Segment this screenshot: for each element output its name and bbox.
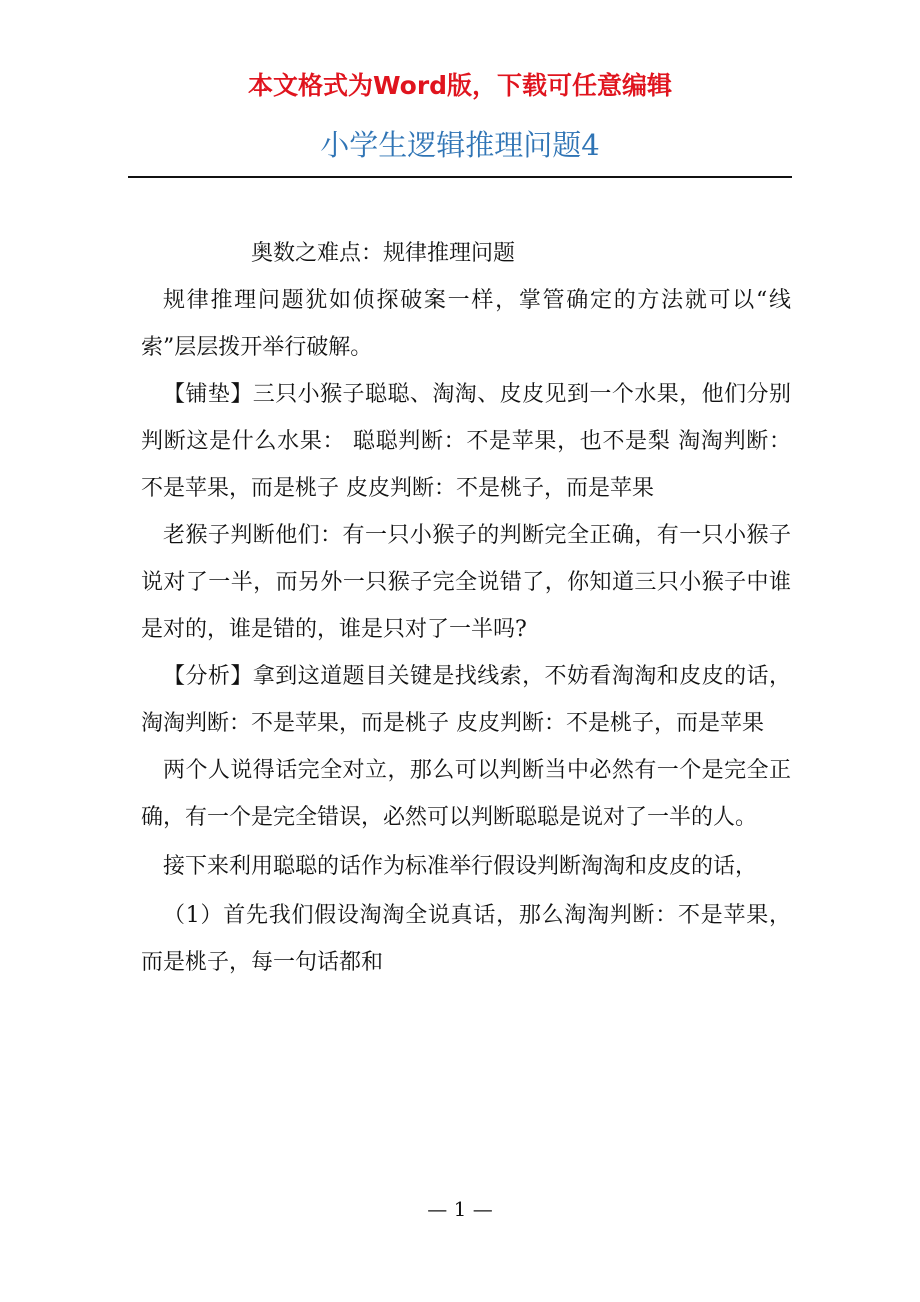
- paragraph-analysis: 【分析】拿到这道题目关键是找线索，不妨看淘淘和皮皮的话， 淘淘判断：不是苹果，而是桃子 皮皮判断：不是桃子，而是苹果: [141, 664, 791, 736]
- title-divider: [128, 176, 792, 178]
- paragraph-intro: 规律推理问题犹如侦探破案一样，掌管确定的方法就可以“线索”层层拨开举行破解。: [141, 288, 791, 360]
- paragraph-setup: 【铺垫】三只小猴子聪聪、淘淘、皮皮见到一个水果，他们分别判断这是什么水果： 聪聪判断：不是苹果，也不是梨 淘淘判断：不是苹果，而是桃子 皮皮判断：不是桃子，而是苹果: [141, 382, 791, 501]
- document-title: 小学生逻辑推理问题4: [320, 128, 600, 162]
- page-number: — 1 —: [427, 1197, 493, 1221]
- format-notice-banner: 本文格式为Word版，下载可任意编辑: [247, 71, 673, 100]
- paragraph-next-step: 接下来利用聪聪的话作为标准举行假设判断淘淘和皮皮的话，: [163, 854, 758, 879]
- section-subheading: 奥数之难点：规律推理问题: [251, 241, 516, 266]
- document-body: [141, 230, 791, 986]
- paragraph-hypothesis-1: （1）首先我们假设淘淘全说真话，那么淘淘判断：不是苹果，而是桃子，每一句话都和: [141, 903, 791, 975]
- paragraph-question: 老猴子判断他们：有一只小猴子的判断完全正确，有一只小猴子说对了一半，而另外一只猴子完全说错了，你知道三只小猴子中谁是对的，谁是错的，谁是只对了一半吗?: [141, 523, 791, 642]
- paragraph-deduction: 两个人说得话完全对立，那么可以判断当中必然有一个是完全正确，有一个是完全错误，必然可以判断聪聪是说对了一半的人。: [141, 758, 791, 830]
